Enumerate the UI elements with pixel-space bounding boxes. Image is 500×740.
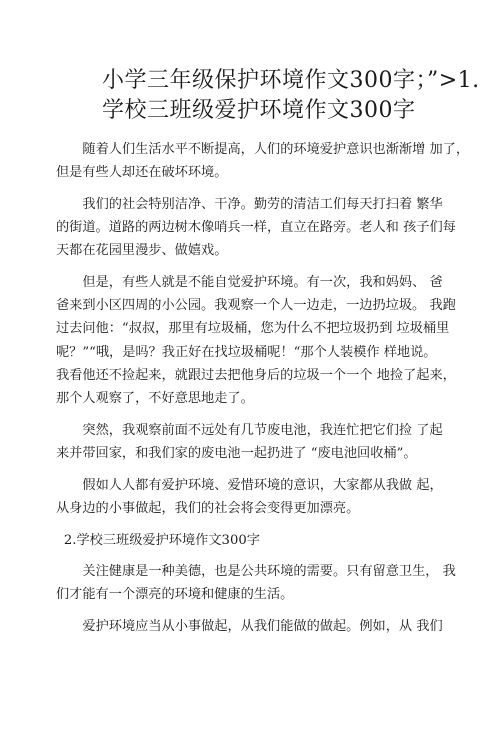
paragraph [56, 193, 466, 263]
paragraph [56, 560, 466, 606]
text-line: 呢？”“哦，是吗？我正好在找垃圾桶呢！“那个人装模作 样地说。 [56, 344, 437, 360]
text-line: 随着人们生活水平不断提高，人们的环境爱护意识也渐渐增 加了， [82, 142, 470, 157]
paragraph [56, 474, 466, 520]
text-line: 我们的社会特别洁净、干净。勤劳的清洁工们每天打扫着 繁华 [82, 196, 443, 212]
text-line: 过去问他：“叔叔，那里有垃圾桶，您为什么不把垃圾扔到 垃圾桶里 [56, 321, 450, 337]
text-line: 来并带回家，和我们家的废电池一起扔进了 “废电池回收桶”。 [56, 445, 417, 461]
title-line: 小学三年级保护环境作文300字；”>1. [102, 68, 480, 93]
paragraph [56, 419, 466, 465]
text-line: 但是有些人却还在破坏环境。 [56, 165, 228, 181]
text-line: 但是，有些人就是不能自觉爱护环境。有一次，我和妈妈、 爸 [82, 275, 443, 291]
paragraph [56, 271, 466, 410]
text-line: 天都在花园里漫步、做嬉戏。 [56, 243, 228, 259]
text-line: 从身边的小事做起，我们的社会将会变得更加漂亮。 [56, 500, 360, 516]
text-line: 爸来到小区四周的小公园。我观察一个人一边走，一边扔垃圾。 我跑 [56, 298, 456, 314]
text-line: 们才能有一个漂亮的环境和健康的生活。 [56, 587, 294, 603]
document-body [56, 138, 470, 647]
document-title [102, 66, 480, 126]
text-line: 的街道。道路的两边树木像哨兵一样，直立在路旁。老人和 孩子们每 [56, 220, 456, 236]
section-heading: 2.学校三班级爱护环境作文300字 [63, 532, 260, 548]
text-line: 我看他还不捡起来，就跟过去把他身后的垃圾一个一个 地捡了起来， [56, 367, 456, 383]
text-line: 假如人人都有爱护环境、爱惜环境的意识，大家都从我做 起， [82, 477, 443, 493]
text-line: 爱护环境应当从小事做起，从我们能做的做起。例如，从 我们 [82, 619, 443, 635]
paragraph [56, 615, 466, 638]
text-line: 突然，我观察前面不远处有几节废电池，我连忙把它们捡 了起 [82, 422, 443, 438]
paragraph [56, 138, 470, 184]
text-line: 那个人观察了，不好意思地走了。 [56, 391, 254, 407]
title-line: 学校三班级爱护环境作文300字 [102, 98, 416, 123]
text-line: 关注健康是一种美德，也是公共环境的需要。只有留意卫生， 我 [82, 564, 456, 580]
